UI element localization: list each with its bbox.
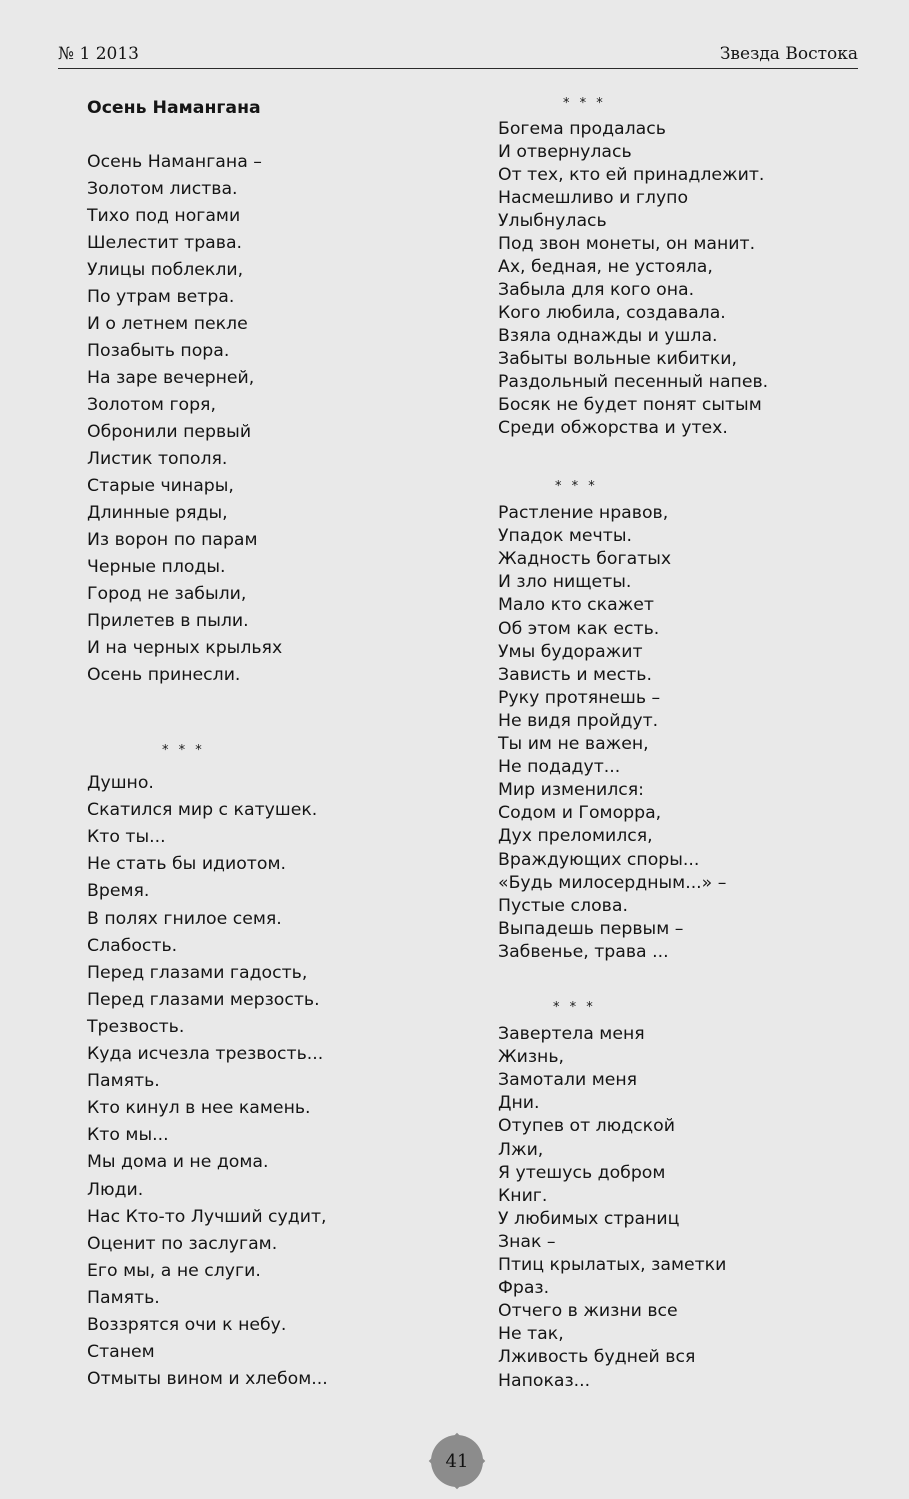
poem-line: Улицы поблекли,: [87, 260, 244, 280]
poem-line: Знак –: [498, 1231, 556, 1252]
poem-title: Осень Намангана: [87, 98, 261, 118]
poem-line: Память.: [87, 1287, 160, 1308]
poem-line: В полях гнилое семя.: [87, 908, 282, 929]
poem-line: Лживость будней вся: [498, 1347, 696, 1368]
poem-line: Богема продалась: [498, 119, 666, 139]
poem-line: Птиц крылатых, заметки: [498, 1255, 727, 1275]
poem-line: Отчего в жизни все: [498, 1301, 678, 1322]
journal-title: Звезда Востока: [719, 44, 858, 64]
page-header: [58, 40, 858, 69]
poem-line: Мало кто скажет: [498, 595, 654, 616]
poem-line: Кто мы...: [87, 1125, 169, 1146]
poem-line: Перед глазами гадость,: [87, 962, 308, 983]
poem-line: Умы будоражит: [498, 641, 643, 662]
poem-line: Под звон монеты, он манит.: [498, 234, 756, 254]
poem-line: Прилетев в пыли.: [87, 611, 249, 631]
poem-line: Жизнь,: [498, 1047, 565, 1068]
poem-line: Не видя пройдут.: [498, 710, 659, 731]
poem-line: Душно.: [87, 773, 154, 793]
poem-line: Его мы, а не слуги.: [87, 1260, 261, 1281]
poem-line: Длинные ряды,: [87, 503, 228, 523]
poem-line: И зло нищеты.: [498, 572, 632, 593]
poem-line: Напоказ...: [498, 1370, 591, 1391]
poem-line: Золотом листва.: [87, 179, 238, 199]
poem-line: Кто кинул в нее камень.: [87, 1098, 311, 1119]
poem-line: Жадность богатых: [498, 549, 672, 570]
page-number: 41: [445, 1450, 469, 1472]
poem-line: Станем: [87, 1342, 155, 1363]
poem-line: Мы дома и не дома.: [87, 1152, 269, 1173]
poem-line: Тихо под ногами: [87, 206, 241, 226]
poem-line: Из ворон по парам: [87, 530, 258, 550]
poem-line: Завертела меня: [498, 1024, 645, 1044]
poem-line: Отупев от людской: [498, 1116, 675, 1137]
poem-line: Забыла для кого она.: [498, 280, 695, 300]
poem-line: Позабыть пора.: [87, 341, 230, 361]
poem-line: Лжи,: [498, 1139, 544, 1160]
stanza-separator: * * *: [555, 479, 598, 494]
poem-line: Куда исчезла трезвость...: [87, 1044, 324, 1064]
poem-line: Враждующих споры...: [498, 849, 700, 870]
poem-line: Насмешливо и глупо: [498, 188, 689, 208]
poem-line: Об этом как есть.: [498, 618, 660, 639]
poem-line: Замотали меня: [498, 1070, 638, 1091]
poem-line: Я утешусь добром: [498, 1162, 666, 1183]
poem-line: Зависть и месть.: [498, 664, 652, 685]
poem-line: Золотом горя,: [87, 395, 216, 415]
poem-line: Время.: [87, 881, 150, 902]
page-number-badge: [431, 1435, 483, 1487]
poem-line: Забыты вольные кибитки,: [498, 349, 738, 369]
poem-line: На заре вечерней,: [87, 368, 255, 388]
poem-line: Город не забыли,: [87, 584, 247, 604]
poem-line: Слабость.: [87, 935, 178, 956]
poem-line: Люди.: [87, 1179, 144, 1200]
poem-line: Ты им не важен,: [498, 734, 649, 754]
poem-line: Растление нравов,: [498, 503, 669, 523]
poem-line: Раздольный песенный напев.: [498, 372, 769, 392]
poem-line: Оценит по заслугам.: [87, 1233, 278, 1254]
stanza-separator: * * *: [553, 1000, 596, 1015]
poem-line: Скатился мир с катушек.: [87, 800, 318, 821]
poem-line: Обронили первый: [87, 422, 252, 442]
poem-line: Не так,: [498, 1324, 564, 1345]
poem-line: Не стать бы идиотом.: [87, 854, 286, 875]
poem-line: Фраз.: [498, 1278, 550, 1299]
stanza-separator: * * *: [162, 743, 205, 758]
poem-line: Забвенье, трава ...: [498, 941, 669, 962]
poem-line: Черные плоды.: [87, 557, 226, 577]
poem-line: Отмыты вином и хлебом...: [87, 1369, 328, 1390]
poem-line: Трезвость.: [87, 1016, 185, 1037]
poem-line: Память.: [87, 1071, 160, 1092]
poem-line: Ах, бедная, не устояла,: [498, 257, 713, 277]
poem-line: Мир изменился:: [498, 780, 644, 801]
poem-line: Кто ты...: [87, 827, 166, 848]
poem-line: «Будь милосердным...» –: [498, 872, 727, 893]
poem-line: Старые чинары,: [87, 476, 234, 496]
poem-line: Дух преломился,: [498, 826, 653, 847]
poem-line: И на черных крыльях: [87, 638, 283, 658]
poem-line: И отвернулась: [498, 142, 632, 162]
poem-line: По утрам ветра.: [87, 287, 235, 307]
poem-line: Босяк не будет понят сытым: [498, 395, 762, 415]
poem-line: Выпадешь первым –: [498, 918, 684, 939]
poem-line: Шелестит трава.: [87, 233, 243, 253]
poem-line: И о летнем пекле: [87, 314, 248, 334]
poem-line: От тех, кто ей принадлежит.: [498, 165, 765, 185]
stanza-separator: * * *: [563, 96, 606, 111]
poem-line: Осень Намангана –: [87, 152, 262, 172]
poem-line: Перед глазами мерзость.: [87, 989, 320, 1010]
poem-line: Осень принесли.: [87, 665, 241, 685]
poem-line: Кого любила, создавала.: [498, 303, 726, 323]
poem-line: Руку протянешь –: [498, 687, 661, 708]
poem-line: Не подадут...: [498, 757, 621, 778]
poem-line: Дни.: [498, 1093, 540, 1114]
poem-line: Упадок мечты.: [498, 526, 632, 547]
poem-line: Пустые слова.: [498, 895, 628, 916]
poem-line: Книг.: [498, 1185, 548, 1206]
poem-line: Содом и Гоморра,: [498, 803, 662, 824]
poem-line: Воззрятся очи к небу.: [87, 1315, 287, 1335]
poem-line: У любимых страниц: [498, 1208, 680, 1229]
poem-line: Взяла однажды и ушла.: [498, 326, 718, 346]
poem-line: Нас Кто-то Лучший судит,: [87, 1206, 327, 1227]
poem-line: Листик тополя.: [87, 449, 228, 469]
poem-line: Улыбнулась: [498, 211, 607, 231]
issue-number: № 1 2013: [58, 44, 139, 64]
poem-line: Среди обжорства и утех.: [498, 418, 728, 438]
